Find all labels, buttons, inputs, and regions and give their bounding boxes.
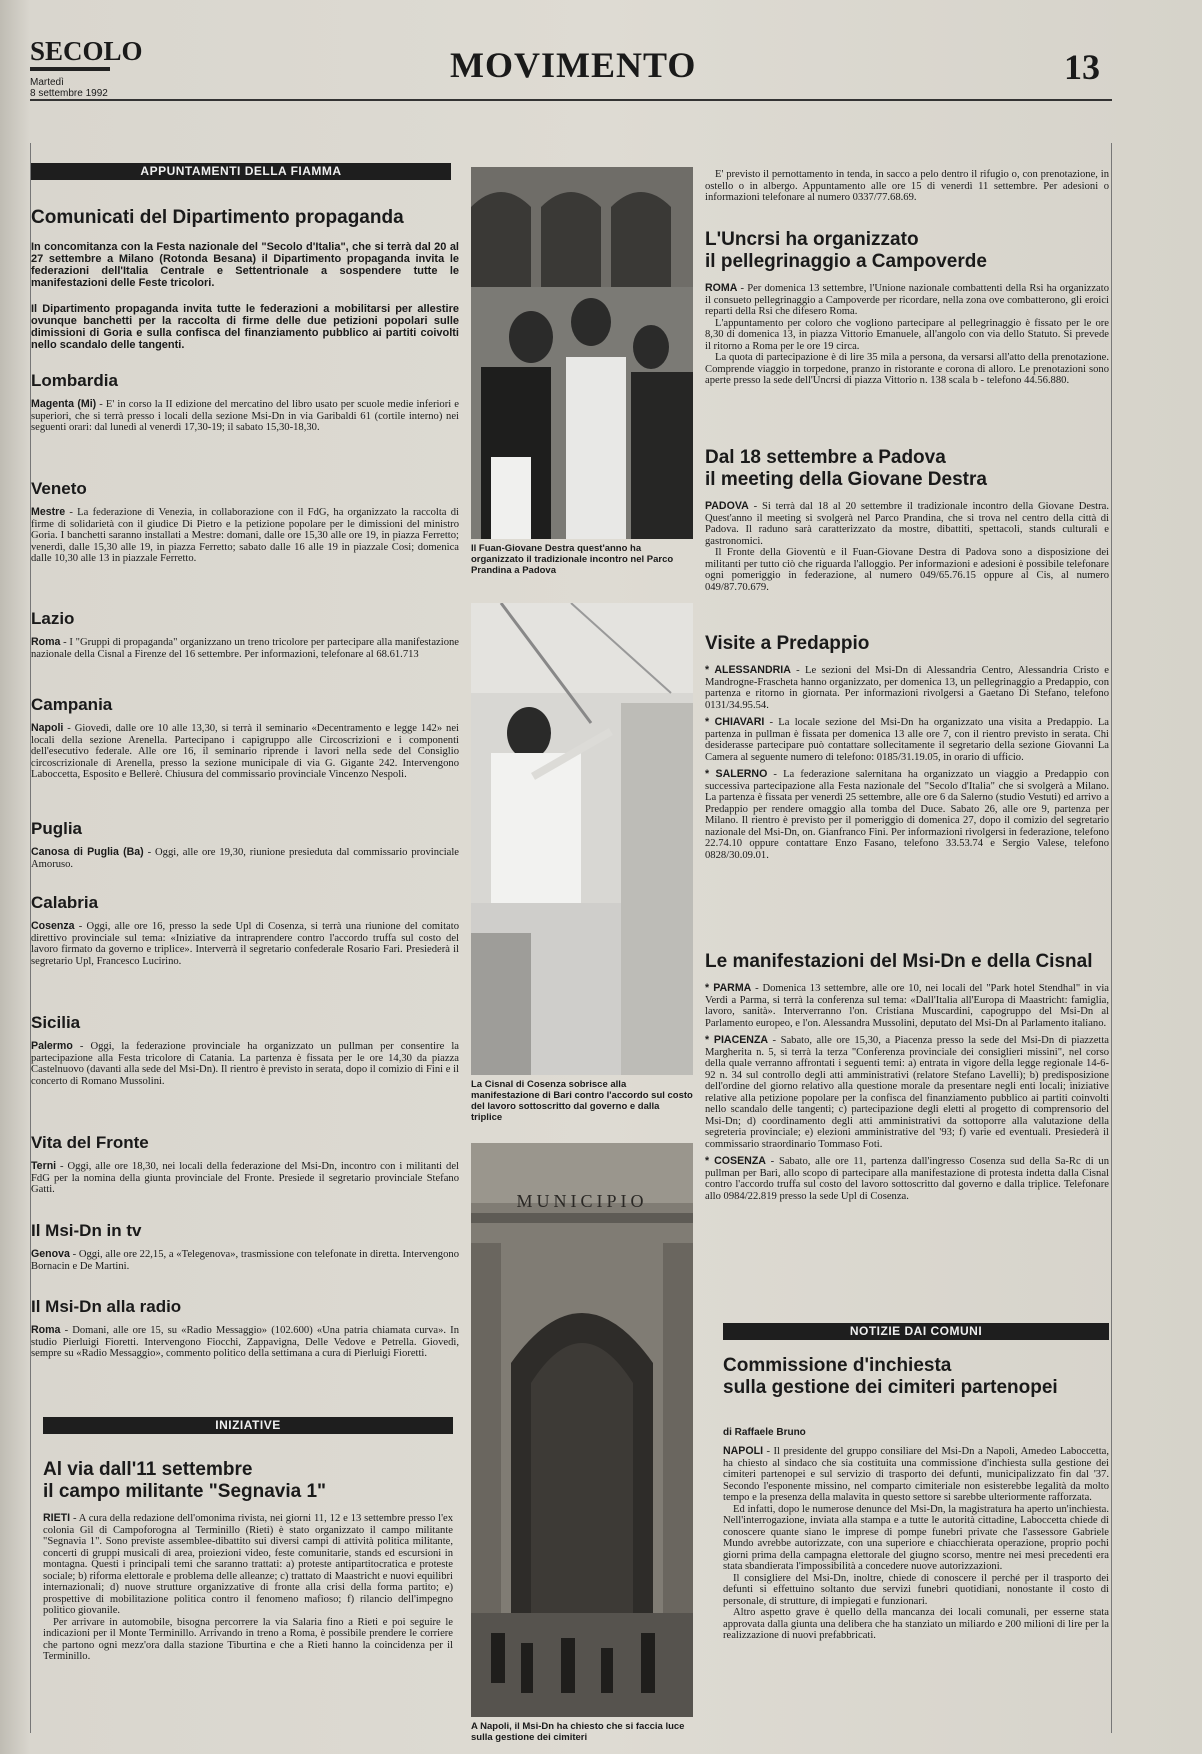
text-intro-campo: E' previsto il pernottamento in tenda, in sacco a pelo dentro il rifugio o, con prenotazione, in ostello o in albergo. Appuntamento alle ore 15 di venerdì 11 settembre. Per adesioni o informazioni telefonare al numero 0337/77.68.69.: [705, 169, 1109, 203]
loc-fronte: Terni: [31, 1160, 57, 1172]
text-napoli-3: Il consigliere del Msi-Dn, inoltre, chiede di conoscere il perché per il trasporto dei defunti si effettuino soltanto due servizi funebri quotidiani, nonostante il costo di personale, di strutture, di impiegati e funzionari.: [723, 1572, 1109, 1607]
text-padova: - Si terrà dal 18 al 20 settembre il tradizionale incontro della Giovane Destra. Quest'anno il meeting si svolgerà nel Parco Prandina, che si trova nel centro della città di Padova. Il raduno sarà caratterizzato da mostre, dibattiti, spettacoli, stands culturali e gastronomici.: [705, 501, 1109, 547]
loc-alessandria: * ALESSANDRIA: [705, 664, 791, 676]
headline-tv: Il Msi-Dn in tv: [31, 1221, 142, 1240]
text-uncrsi-3: La quota di partecipazione è di lire 35 mila a persona, da versarsi all'atto della prenotazione. Comprende viaggio in torpedone, pranzo in ristorante e corona di alloro. Le prenotazioni sono aperte presso la sede dell'Uncrsi di piazza Vittorio n. 138 scala b - telefono 44.56.880.: [705, 352, 1109, 386]
masthead-rule: [30, 99, 1112, 101]
loc-uncrsi: ROMA: [705, 282, 738, 294]
article-uncrsi: [705, 229, 1109, 387]
photo-napoli-image: [471, 1143, 693, 1717]
loc-campo: RIETI: [43, 1512, 71, 1524]
article-sicilia: [31, 1013, 459, 1087]
caption-napoli: A Napoli, il Msi-Dn ha chiesto che si faccia luce sulla gestione dei cimiteri: [471, 1721, 685, 1743]
article-predappio: [705, 633, 1109, 861]
loc-padova: PADOVA: [705, 500, 749, 512]
photo-padova-image: [471, 167, 693, 539]
section-bar-iniziative: INIZIATIVE: [43, 1417, 453, 1434]
photo-cosenza: [471, 603, 693, 1075]
newspaper-logo: SECOLO: [30, 36, 143, 66]
headline-manifestazioni: Le manifestazioni del Msi-Dn e della Cisnal: [705, 951, 1093, 972]
loc-lombardia: Magenta (Mi): [31, 398, 97, 410]
issue-date-text: 8 settembre 1992: [30, 88, 108, 99]
headline-cimiteri-1: Commissione d'inchiesta: [723, 1355, 952, 1376]
article-calabria: [31, 893, 459, 967]
issue-date: [30, 77, 108, 99]
section-title: MOVIMENTO: [450, 45, 697, 85]
text-fronte: - Oggi, alle ore 18,30, nei locali della federazione del Msi-Dn, incontro con i militanti del FdG per la nomina della giunta provinciale del Fronte. Presiede il segretario provinciale Stefano Gatti.: [31, 1161, 459, 1195]
headline-padova-2: il meeting della Giovane Destra: [705, 469, 987, 490]
text-tv: - Oggi, alle ore 22,15, a «Telegenova», trasmissione con telefonate in diretta. Intervengono Bornacin e De Martini.: [31, 1249, 459, 1272]
loc-tv: Genova: [31, 1248, 70, 1260]
article-cimiteri: [723, 1355, 1109, 1642]
article-campo: [43, 1459, 453, 1663]
headline-campo-2: il campo militante "Segnavia 1": [43, 1481, 327, 1502]
text-uncrsi-2: L'appuntamento per coloro che vogliono partecipare al pellegrinaggio è fissato per le ore 8,30 di domenica 13, in piazza Vittorio Emanuele, all'angolo con via dello Statuto. Si prevede il ritorno a Roma per le ore 19 circa.: [705, 317, 1109, 352]
text-parma: - Domenica 13 settembre, alle ore 10, nei locali del "Park hotel Stendhal" in via Verdi a Parma, si terrà la conferenza sul tema: «Dall'Italia all'Europa di Maastricht: famiglia, lavoro, sanità». Interverranno l'on. Cristiana Muscardini, capogruppo del Msi-Dn al Parlamento europeo, e l'on. Alessandra Mussolini, deputato del Msi-Dn al Parlamento italiano.: [705, 983, 1109, 1029]
article-puglia: [31, 819, 459, 870]
article-tv: [31, 1221, 459, 1272]
article-fronte: [31, 1133, 459, 1196]
headline-fronte: Vita del Fronte: [31, 1133, 149, 1152]
article-dipartimento: [31, 207, 459, 351]
text-puglia: - Oggi, alle ore 19,30, riunione presieduta dal commissario provinciale Amoruso.: [31, 847, 460, 870]
photo-cosenza-image: [471, 603, 693, 1075]
loc-parma: * PARMA: [705, 982, 752, 994]
headline-dipartimento: Comunicati del Dipartimento propaganda: [31, 207, 404, 228]
caption-cosenza: La Cisnal di Cosenza sobrisce alla manifestazione di Bari contro l'accordo sul costo del lavoro sottoscritto dal governo e dalla triplice: [471, 1079, 693, 1123]
figure-cosenza: [471, 603, 693, 1123]
text-piacenza: - Sabato, alle ore 15,30, a Piacenza presso la sede del Msi-Dn di piazzetta Margherita n. 5, si terrà la terza "Conferenza provinciale dei consiglieri missini", nel corso della quale verranno affrontati i seguenti temi: a) entrata in vigore della legge regionale 14-6-92 n. 34 sul controllo degli atti amministrativi (relatore Stefano Lavelli); b) predisposizione dell'ordine del giorno relativo alla questione morale da presentare negli enti locali; iniziative relative alla petizione popolare per la confisca del finanziamento pubblico ai partiti coinvolti nello scandalo delle tangenti; c) partecipazione degli eletti al progetto di comprensorio del Msi-Dn; d) coordinamento degli atti amministrativi da sottoporre alla valutazione della segreteria provinciale; e) elezioni amministrative del '93; f) varie ed eventuali. Presiederà il commissario straordinario Tommaso Foti.: [705, 1035, 1109, 1150]
byline: di Raffaele Bruno: [723, 1427, 806, 1438]
photo-padova: [471, 167, 693, 539]
loc-chiavari: * CHIAVARI: [705, 716, 765, 728]
headline-lazio: Lazio: [31, 609, 75, 628]
text-campania: - Giovedì, dalle ore 10 alle 13,30, si terrà il seminario «Decentramento e legge 142» nei locali della sezione Arenella. Partecipano i capigruppo alle Circoscrizioni e i componenti dell'esecutivo federale. Alle ore 16, il seminario riprende i lavori nella sede del Consiglio circoscrizionale di Arenella, presso la sezione municipale di via G. Gigante 242. Intervengono Laboccetta, Esposito e Bellerè. Chiusura del commissario provinciale Vincenzo Nespoli.: [31, 723, 459, 780]
loc-piacenza: * PIACENZA: [705, 1034, 769, 1046]
article-padova: [705, 447, 1109, 593]
text-napoli-4: Altro aspetto grave è quello della mancanza dei locali comunali, per esserne stata approvata dalla giunta una delibera che ha stanziato un miliardo e 200 milioni di lire per la realizzazione di nuovi prefabbricati.: [723, 1607, 1109, 1641]
headline-predappio: Visite a Predappio: [705, 633, 870, 654]
headline-radio: Il Msi-Dn alla radio: [31, 1297, 182, 1316]
text-calabria: - Oggi, alle ore 16, presso la sede Upl di Cosenza, si terrà una riunione del comitato direttivo provinciale sul tema: «Iniziative da intraprendere contro l'accordo truffa sul costo del lavoro firmato da governo e triplice». Interverrà il segretario confederale Rosario Fari. Presiederà il segretario Upl, Francesco Lucirino.: [31, 921, 459, 967]
headline-uncrsi-1: L'Uncrsi ha organizzato: [705, 229, 919, 250]
photo-napoli-sign: MUNICIPIO: [516, 1191, 648, 1211]
loc-lazio: Roma: [31, 636, 61, 648]
loc-campania: Napoli: [31, 722, 64, 734]
headline-calabria: Calabria: [31, 893, 99, 912]
headline-cimiteri-2: sulla gestione dei cimiteri partenopei: [723, 1377, 1058, 1398]
page-number: 13: [1064, 47, 1100, 87]
text-lombardia: - E' in corso la II edizione del mercatino del libro usato per scuole medie inferiori e superiori, che si terrà presso i locali della sezione Msi-Dn in via Garibaldi 61 (cortile interno) nei seguenti orari: dal lunedì al venerdì 17,30-19; il sabato 15,30-18,30.: [31, 399, 459, 433]
headline-veneto: Veneto: [31, 479, 87, 498]
article-radio: [31, 1297, 459, 1360]
text-salerno: - La federazione salernitana ha organizzato un viaggio a Predappio con successiva partecipazione alla Festa nazionale del "Secolo d'Italia" che si svolgerà a Milano. La partenza è fissata per venerdì 25 settembre, alle ore 6 da Salerno (studio Vestuti) ed arrivo a Predappio per rendere omaggio alla tomba del Duce. Sabato 26, alle ore 9, partenza per Milano. Il rientro è previsto per il pomeriggio di domenica 27, dopo il comizio del segretario nazionale del Msi-Dn, on. Gianfranco Fini. Per informazioni rivolgersi in federazione, telefono 22.74.10 oppure contattare Enzo Fasano, telefono 33.53.74 e Sergio Valese, telefono 0828/30.09.01.: [705, 769, 1109, 861]
loc-veneto: Mestre: [31, 506, 66, 518]
section-bar-appuntamenti: APPUNTAMENTI DELLA FIAMMA: [31, 163, 451, 180]
issue-day: Martedì: [30, 77, 64, 88]
loc-puglia: Canosa di Puglia (Ba): [31, 846, 144, 858]
loc-radio: Roma: [31, 1324, 61, 1336]
content-frame: [30, 143, 1112, 1743]
text-veneto: - La federazione di Venezia, in collaborazione con il FdG, ha organizzato la raccolta di firme di solidarietà con il giudice Di Pietro e la petizione popolare per le dimissioni del ministro Goria. I banchetti saranno installati a Mestre: domani, dalle ore 15,30 alle ore 19, in piazza Ferretto; venerdì, dalle 15,30 alle 19, in piazza Ferretto; sabato dalle 16 alle 19 in piazzale Cosi; domenica dalle 10,30 alle 13 in piazzale Ferretto.: [31, 507, 459, 564]
article-campania: [31, 695, 459, 781]
figure-napoli: [471, 1143, 693, 1743]
article-lazio: [31, 609, 459, 660]
text-napoli: - Il presidente del gruppo consiliare del Msi-Dn a Napoli, Amedeo Laboccetta, ha chiesto al sindaco che sia costituita una commissione d'inchiesta sulla gestione dei cimiteri partenopei e sul servizio di trasporto dei defunti, municipalizzato fin dal '37. Secondo l'esponente missino, nel comparto cimiteriale non esisterebbe legalità da molto tempo e la presenza della malavita in questo settore si sarebbe ulteriormente rafforzata.: [723, 1446, 1109, 1503]
text-dipartimento-2: Il Dipartimento propaganda invita tutte le federazioni a mobilitarsi per allestire ovunque banchetti per la raccolta di firme delle due petizioni popolari sulle dimissioni di Goria e sulla confisca del finanziamento pubblico ai partiti coivolti nello scandalo delle tangenti.: [31, 303, 459, 351]
headline-campo-1: Al via dall'11 settembre: [43, 1459, 253, 1480]
headline-lombardia: Lombardia: [31, 371, 118, 390]
headline-puglia: Puglia: [31, 819, 83, 838]
figure-padova: [471, 167, 693, 576]
text-uncrsi: - Per domenica 13 settembre, l'Unione nazionale combattenti della Rsi ha organizzato il consueto pellegrinaggio a Campoverde per ricordare, nella zona ove combatterono, gli eroici reparti della Rsi che difesero Roma.: [705, 283, 1109, 317]
logo-underline: [30, 67, 110, 71]
headline-campania: Campania: [31, 695, 113, 714]
headline-padova-1: Dal 18 settembre a Padova: [705, 447, 946, 468]
headline-uncrsi-2: il pellegrinaggio a Campoverde: [705, 251, 987, 272]
intro-campo: [705, 169, 1109, 204]
loc-cosenza: * COSENZA: [705, 1155, 766, 1167]
article-manifestazioni: [705, 951, 1109, 1202]
loc-sicilia: Palermo: [31, 1040, 73, 1052]
text-chiavari: - La locale sezione del Msi-Dn ha organizzato una visita a Predappio. La partenza in pullman è fissata per domenica 13 alle ore 7, con il rientro previsto in serata. Chi desiderasse partecipare può contattare sollecitamente il segretario della sezione Giovanni La Camera al seguente numero di telefono: 0185/31.19.05, in orario di ufficio.: [705, 717, 1110, 763]
section-bar-comuni: NOTIZIE DAI COMUNI: [723, 1323, 1109, 1340]
text-alessandria: - Le sezioni del Msi-Dn di Alessandria Centro, Alessandria Cristo e Mandrogne-Frascheta hanno organizzato, per domenica 13, un pellegrinaggio a Predappio, con partenza e ritorno in giornata. Per informazioni rivolgersi a Gaetano Di Stefano, telefono 0131/34.95.54.: [705, 665, 1109, 711]
photo-napoli: [471, 1143, 693, 1717]
text-dipartimento-1: In concomitanza con la Festa nazionale del "Secolo d'Italia", che si terrà dal 20 al 27 settembre a Milano (Rotonda Besana) il Dipartimento propaganda invita le federazioni dell'Italia Centrale e Settentrionale a sospendere tutte le manifestazioni delle Feste tricolori.: [31, 241, 459, 289]
text-padova-2: Il Fronte della Gioventù e il Fuan-Giovane Destra di Padova sono a disposizione dei militanti per tutto ciò che riguarda l'alloggio. Per informazioni e adesioni è possibile telefonare ogni pomeriggio in federazione, al numero 049/65.76.15 oppure al Cis, al numero 049/87.70.679.: [705, 547, 1109, 593]
article-veneto: [31, 479, 459, 565]
text-cosenza: - Sabato, alle ore 11, partenza dall'ingresso Cosenza sud della Sa-Rc di un pullman per Bari, allo scopo di partecipare alla manifestazione di protesta indetta dalla Cisnal contro l'accordo truffa sul costo del lavoro sottoscritto dal governo e dalla triplice. Telefonare allo 0984/22.819 presso la sede Upl di Cosenza.: [705, 1156, 1109, 1202]
text-campo: - A cura della redazione dell'omonima rivista, nei giorni 11, 12 e 13 settembre presso l'ex colonia Gil di Campoforogna al Terminillo (Rieti) è stato organizzato il campo militante "Segnavia 1". Sono previste assemblee-dibattito sui diversi campi di attività politica militante, concerti di gruppi musicali di area, proiezioni video, feste comunitarie, stands ed escursioni in montagna. Questi i principali temi che saranno trattati: a) proteste antipartitocratica e proteste sociale; b) riforma elettorale e problema delle alleanze; c) trattato di Maastricht e nuovi equilibri internazionali; d) nuove strutture organizzative di fronte alla crisi della forma partito; e) prospettive di mobilitazione politica contro il fenomeno mafioso; f) rilancio dell'impegno politico giovanile.: [43, 1513, 453, 1616]
masthead: [30, 30, 1110, 100]
text-radio: - Domani, alle ore 15, su «Radio Messaggio» (102.600) «Una patria chiamata curva». In studio Pierluigi Fioretti. Intervengono Fiocchi, Zappavigna, Delle Vedove e Petrella. Giovedì, sempre su «Radio Messaggio», commento politico della settimana a cura di Pierluigi Fioretti.: [31, 1325, 459, 1359]
headline-sicilia: Sicilia: [31, 1013, 81, 1032]
text-napoli-2: Ed infatti, dopo le numerose denunce del Msi-Dn, la magistratura ha aperto un'inchiesta. Nell'interrogazione, inviata alla stampa e a tutte le autorità cittadine, Laboccetta chiede di conoscere quante siano le imprese di pompe funebri private che l'assessore Gabriele Mundo avrebbe autorizzate, con una superiore e chiacchierata operazione, proprio pochi giorni prima della campagna elettorale del giugno scorso, mentre nei mesi precedenti era stata sbandierata l'impossibilità a concedere nuove autorizzazioni.: [723, 1503, 1109, 1572]
text-lazio: - I "Gruppi di propaganda" organizzano un treno tricolore per partecipare alla manifestazione nazionale della Cisnal a Firenze del 16 settembre. Per informazioni, telefonare al 68.61.713: [31, 637, 459, 660]
loc-calabria: Cosenza: [31, 920, 75, 932]
article-lombardia: [31, 371, 459, 434]
loc-salerno: * SALERNO: [705, 768, 768, 780]
loc-napoli: NAPOLI: [723, 1445, 764, 1457]
text-campo-2: Per arrivare in automobile, bisogna percorrere la via Salaria fino a Rieti e poi seguire le indicazioni per il Monte Terminillo. Arrivando in treno a Roma, è possibile prendere le corriere che partono ogni mezz'ora dalla stazione Tiburtina e che a Rieti hanno la coincidenza per il Terminillo.: [43, 1616, 453, 1662]
text-sicilia: - Oggi, la federazione provinciale ha organizzato un pullman per consentire la partecipazione alla Festa tricolore di Catania. La partenza è fissata per le ore 14,30 da piazza Castelnuovo (davanti alla sede del Msi-Dn). Il rientro è previsto in serata, dopo il comizio di Fini e il concerto di Romano Mussolini.: [31, 1041, 459, 1087]
caption-padova: Il Fuan-Giovane Destra quest'anno ha organizzato il tradizionale incontro nel Parco Prandina a Padova: [471, 543, 674, 576]
